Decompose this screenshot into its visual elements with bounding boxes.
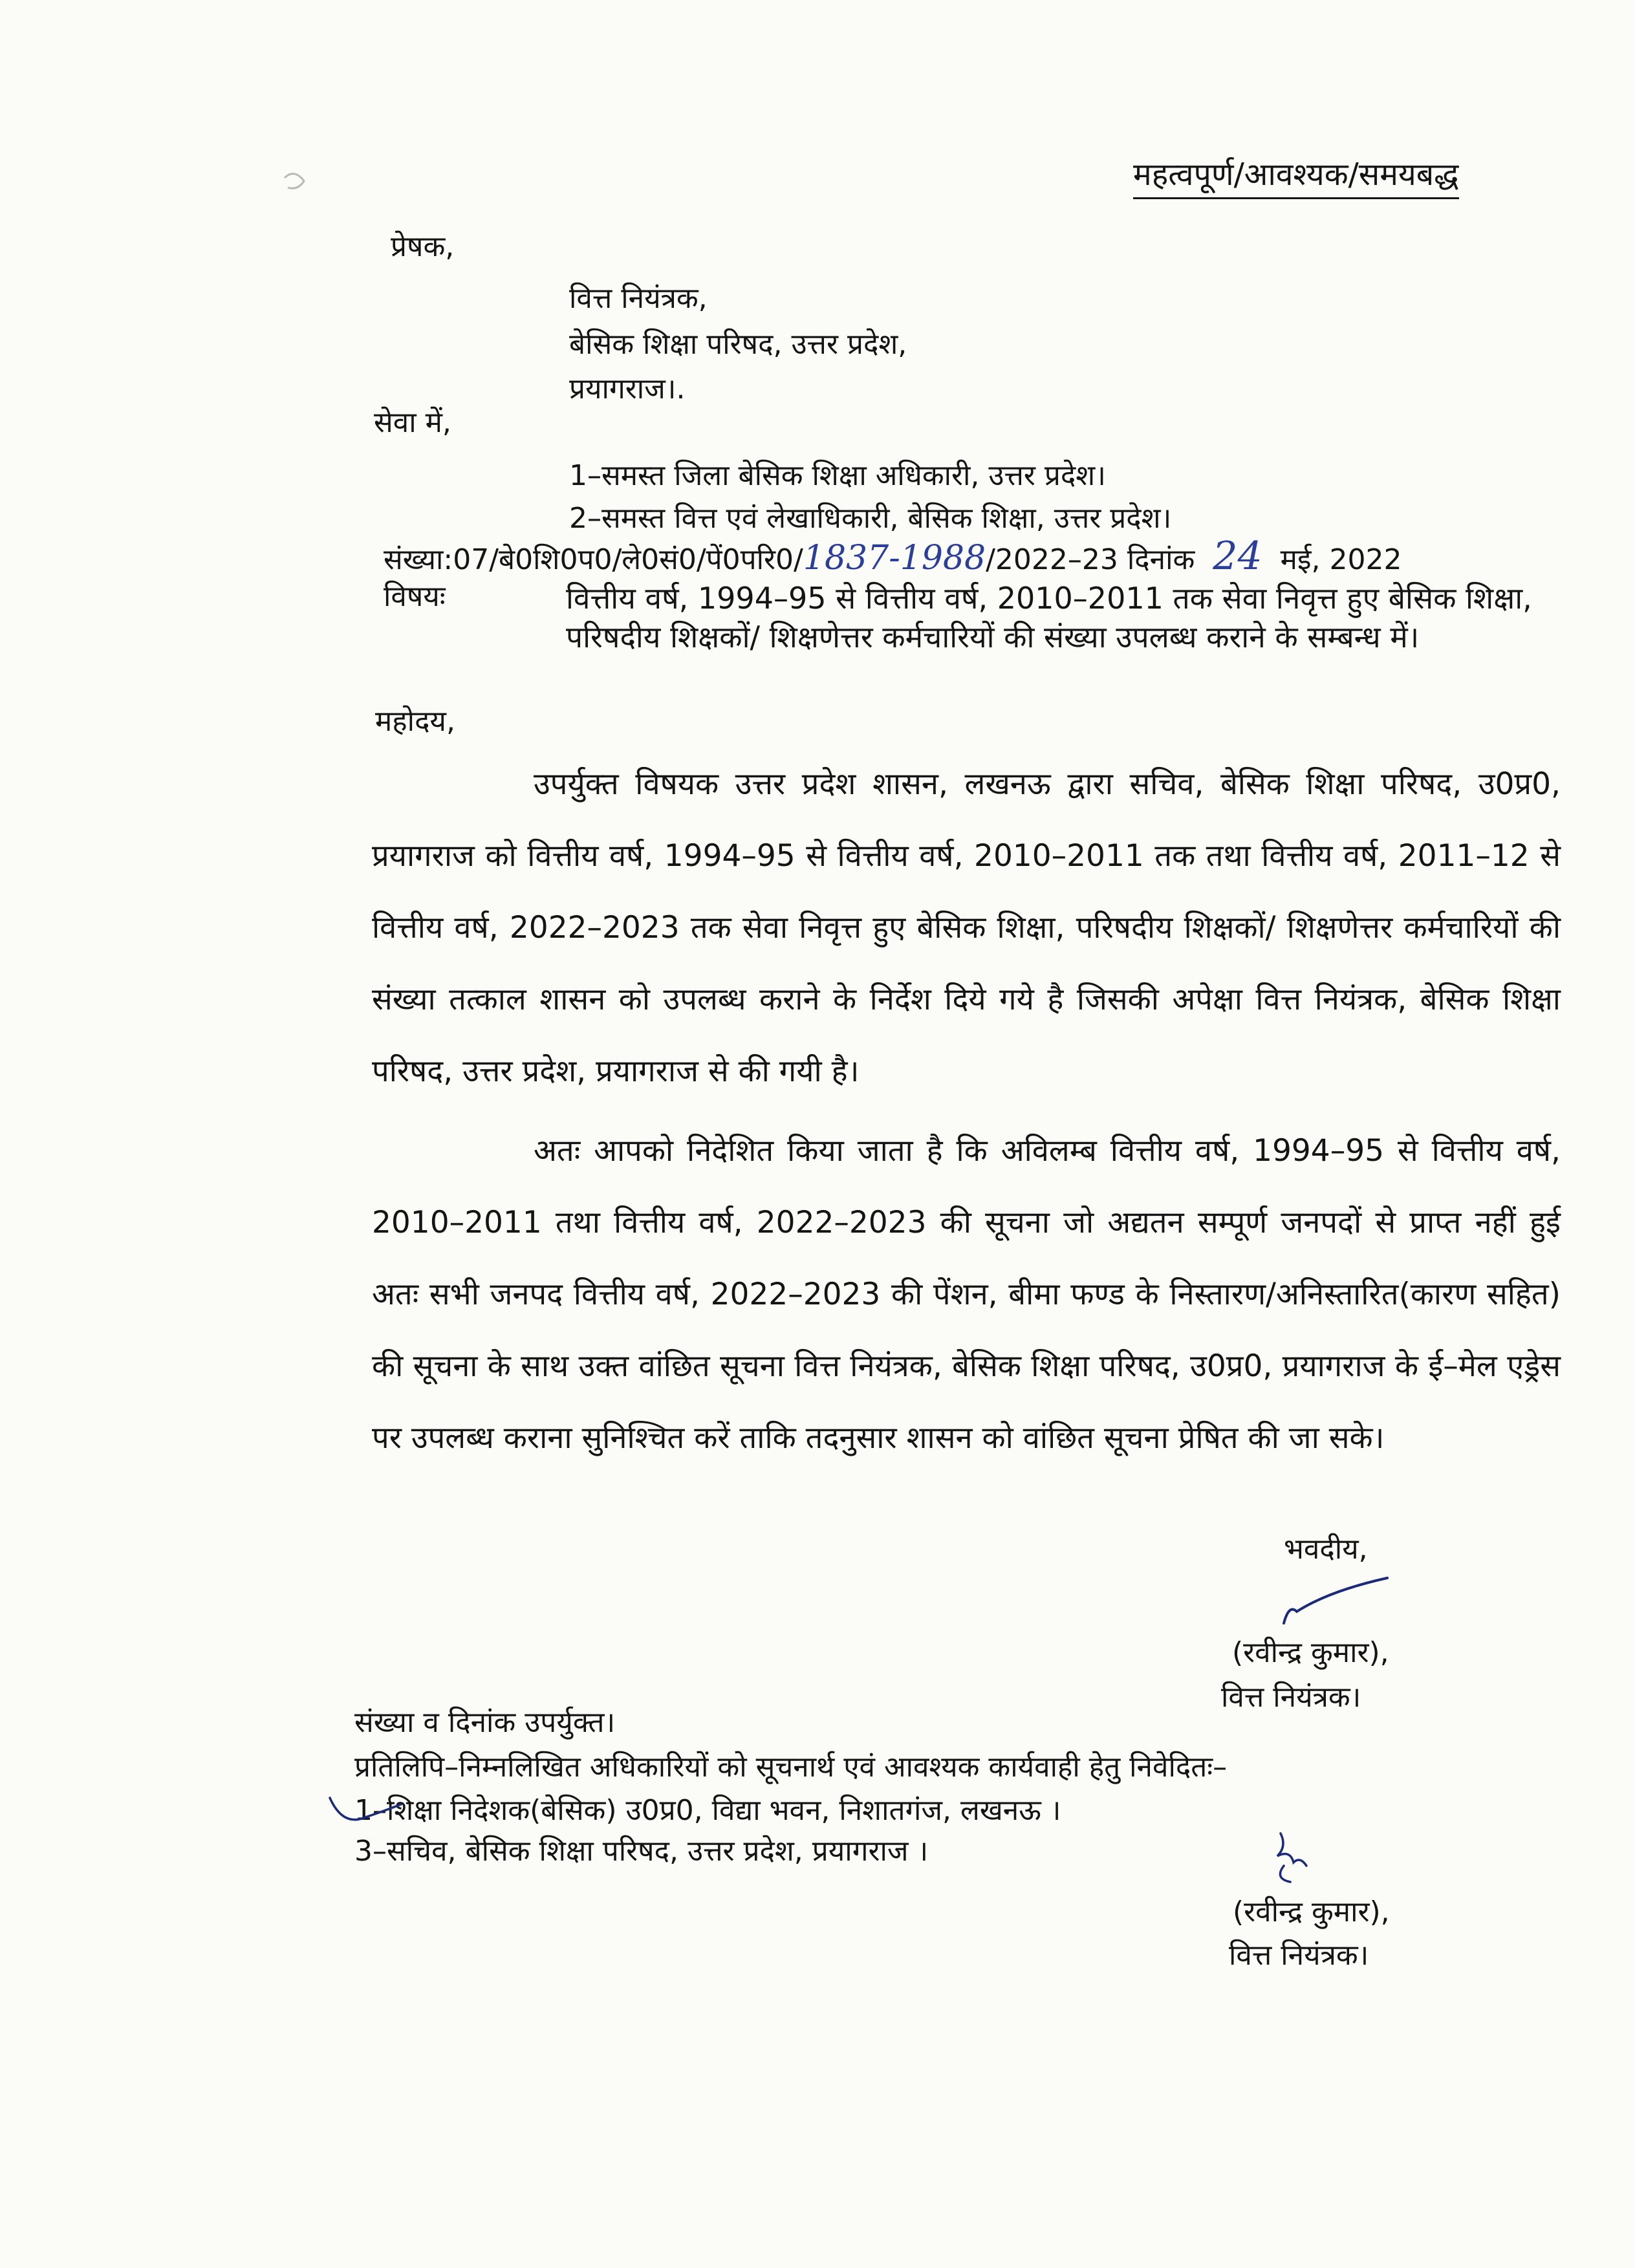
- signatory-name: (रवीन्द्र कुमार),: [1232, 1636, 1389, 1669]
- signatory-2-designation: वित्त नियंत्रक।: [1229, 1939, 1369, 1972]
- salutation: महोदय,: [375, 705, 455, 738]
- priority-flag: महत्वपूर्ण/आवश्यक/समयबद्ध: [1133, 153, 1459, 199]
- subject-label: विषयः: [384, 580, 446, 613]
- scan-smudge: [278, 165, 317, 204]
- sender-label: प्रेषक,: [391, 230, 455, 263]
- handwritten-date-day: 24: [1213, 534, 1262, 579]
- reference-number-suffix: /2022–23 दिनांक: [986, 543, 1195, 576]
- initials-signature: [1261, 1827, 1313, 1885]
- sender-line-1: वित्त नियंत्रक,: [569, 282, 708, 315]
- signatory-2-name: (रवीन्द्र कुमार),: [1233, 1895, 1390, 1928]
- sender-line-3: प्रयागराज।.: [569, 373, 686, 405]
- copy-item-1: 1–शिक्षा निदेशक(बेसिक) उ0प्र0, विद्या भवन, निशातगंज, लखनऊ ।: [354, 1794, 1061, 1827]
- reference-line: [384, 534, 1402, 579]
- subject-text: वित्तीय वर्ष, 1994–95 से वित्तीय वर्ष, 2010–2011 तक सेवा निवृत्त हुए बेसिक शिक्षा, परिषदीय शिक्षकों/ शिक्षणेत्तर कर्मचारियों की संख्या उपलब्ध कराने के सम्बन्ध में।: [566, 581, 1532, 654]
- body-paragraph-2: अतः आपको निदेशित किया जाता है कि अविलम्ब वित्तीय वर्ष, 1994–95 से वित्तीय वर्ष, 2010–2011 तथा वित्तीय वर्ष, 2022–2023 की सूचना जो अद्यतन सम्पूर्ण जनपदों से प्राप्त नहीं हुई अतः सभी जनपद वित्तीय वर्ष, 2022–2023 की पेंशन, बीमा फण्ड के निस्तारण/अनिस्तारित(कारण सहित) की सूचना के साथ उक्त वांछित सूचना वित्त नियंत्रक, बेसिक शिक्षा परिषद, उ0प्र0, प्रयागराज के ई–मेल एड्रेस पर उपलब्ध कराना सुनिश्चित करें ताकि तदनुसार शासन को वांछित सूचना प्रेषित की जा सके।: [372, 1133, 1561, 1456]
- body-paragraph-1: उपर्युक्त विषयक उत्तर प्रदेश शासन, लखनऊ द्वारा सचिव, बेसिक शिक्षा परिषद, उ0प्र0, प्रयागराज को वित्तीय वर्ष, 1994–95 से वित्तीय वर्ष, 2010–2011 तक तथा वित्तीय वर्ष, 2011–12 से वित्तीय वर्ष, 2022–2023 तक सेवा निवृत्त हुए बेसिक शिक्षा, परिषदीय शिक्षकों/ शिक्षणेत्तर कर्मचारियों की संख्या तत्काल शासन को उपलब्ध कराने के निर्देश दिये गये है जिसकी अपेक्षा वित्त नियंत्रक, बेसिक शिक्षा परिषद, उत्तर प्रदेश, प्रयागराज से की गयी है।: [372, 766, 1561, 1089]
- recipient-label: सेवा में,: [374, 406, 451, 439]
- copy-item-2: 3–सचिव, बेसिक शिक्षा परिषद, उत्तर प्रदेश, प्रयागराज ।: [354, 1835, 929, 1868]
- signatory-designation: वित्त नियंत्रक।: [1221, 1681, 1361, 1714]
- signature-stroke: [1277, 1571, 1394, 1630]
- copy-ref-line: संख्या व दिनांक उपर्युक्त।: [354, 1706, 616, 1739]
- closing: भवदीय,: [1284, 1533, 1368, 1566]
- sender-line-2: बेसिक शिक्षा परिषद, उत्तर प्रदेश,: [569, 328, 907, 361]
- copy-intro: प्रतिलिपि–निम्नलिखित अधिकारियों को सूचनार्थ एवं आवश्यक कार्यवाही हेतु निवेदितः–: [354, 1751, 1228, 1784]
- reference-number-prefix: संख्या:07/बे0शि0प0/ले0सं0/पें0परि0/: [384, 543, 803, 576]
- recipient-line-1: 1–समस्त जिला बेसिक शिक्षा अधिकारी, उत्तर प्रदेश।: [569, 459, 1106, 492]
- reference-date-suffix: मई, 2022: [1280, 543, 1402, 576]
- recipient-line-2: 2–समस्त वित्त एवं लेखाधिकारी, बेसिक शिक्षा, उत्तर प्रदेश।: [569, 502, 1172, 535]
- pen-check-mark: [327, 1791, 404, 1830]
- handwritten-dispatch-number: 1837-1988: [803, 539, 986, 578]
